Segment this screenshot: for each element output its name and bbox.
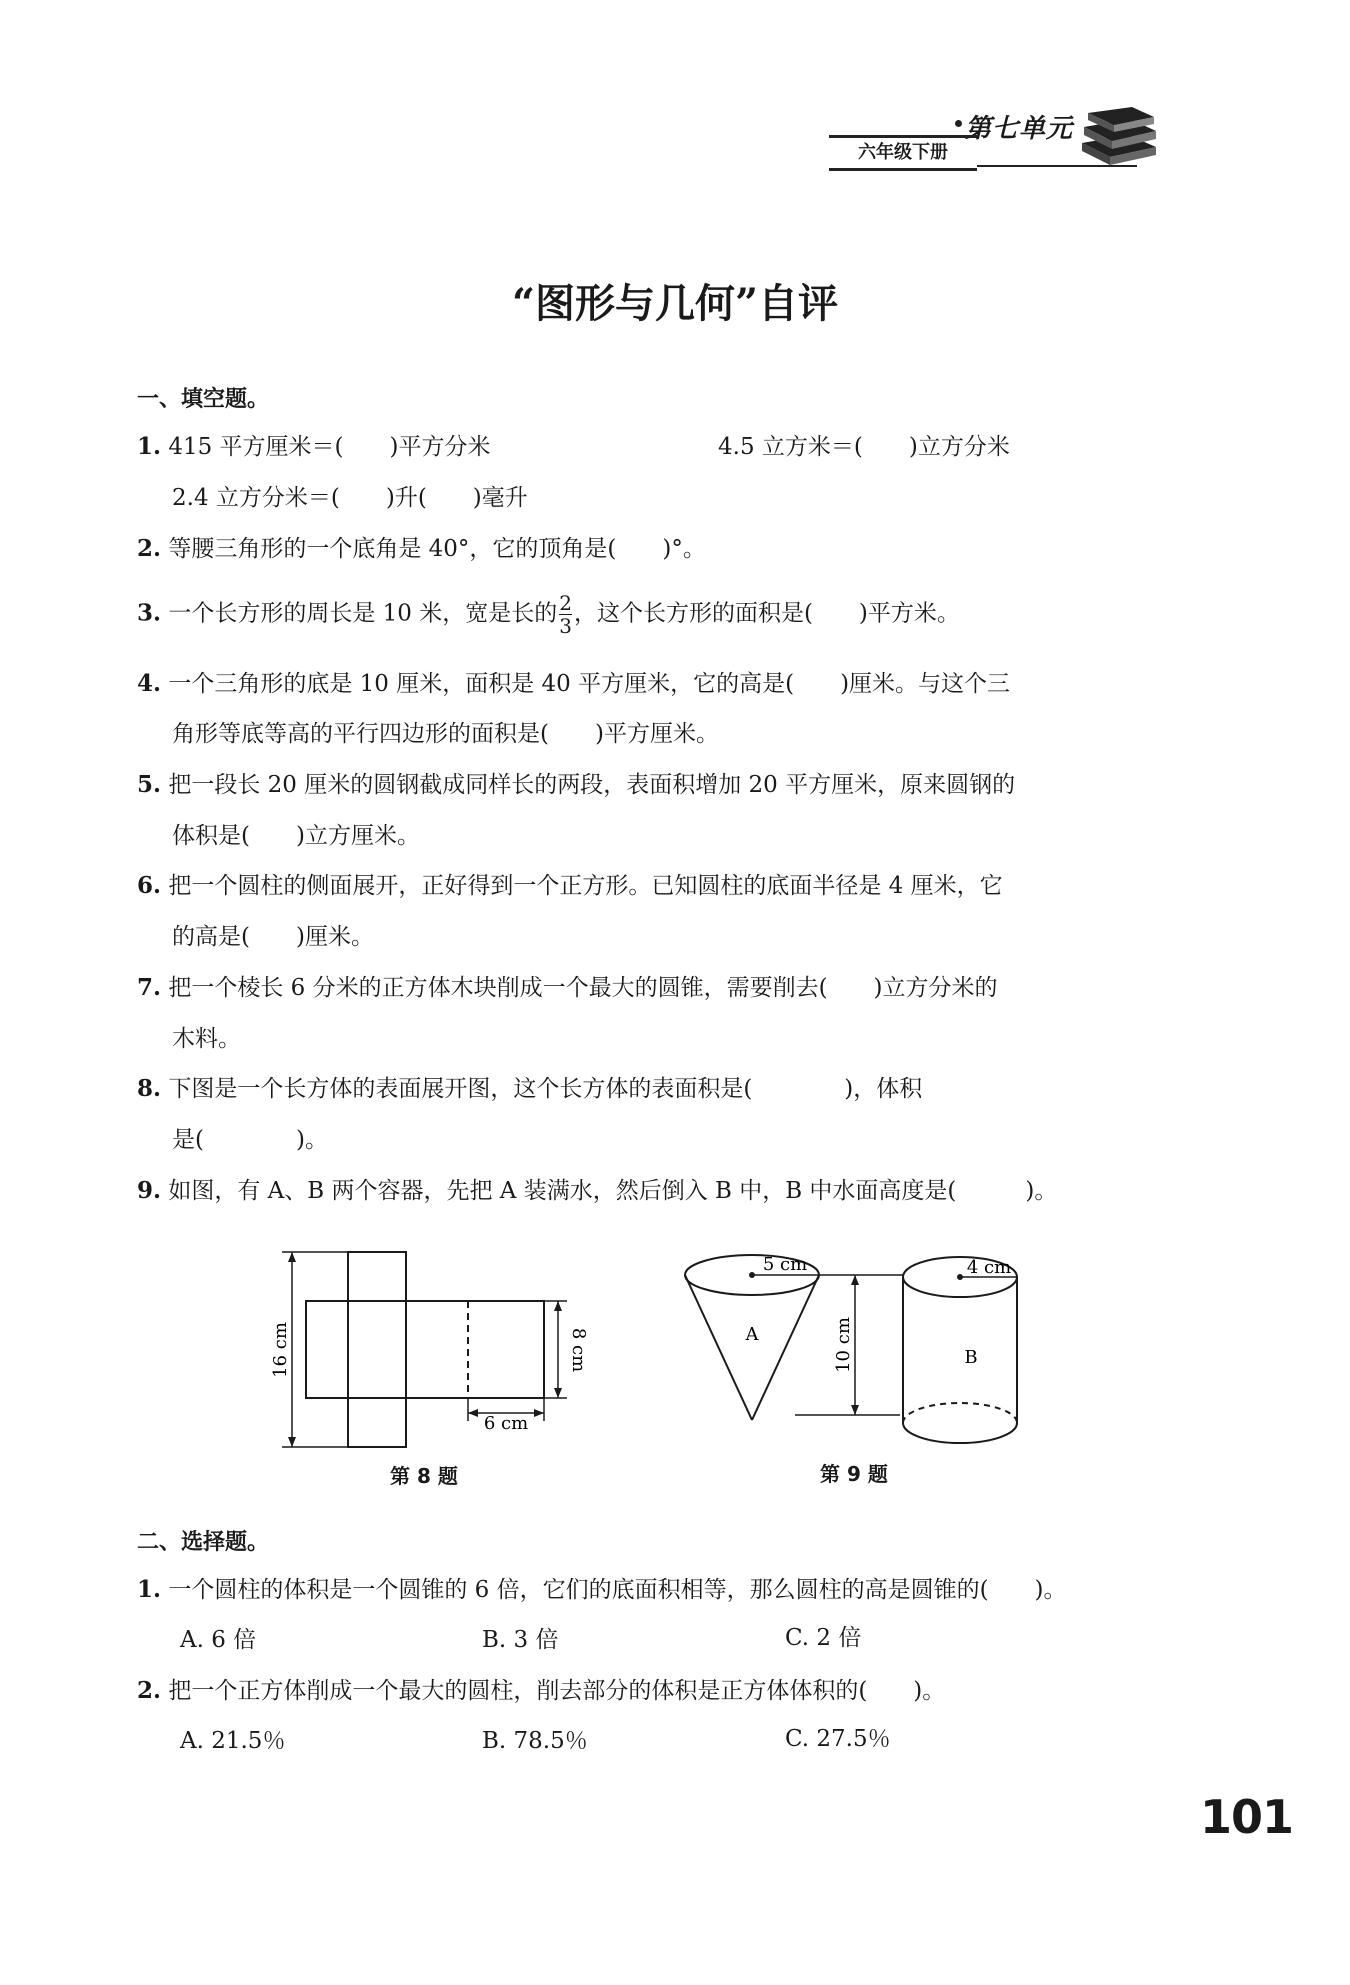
fig9-label-5cm: 5 cm xyxy=(762,1254,808,1275)
q6-number: 6. xyxy=(137,872,162,899)
choice-q2 xyxy=(137,1672,945,1705)
q5-number: 5. xyxy=(137,771,162,798)
choice-q1-option-b: B. 3 倍 xyxy=(482,1627,559,1653)
q1-number: 1. xyxy=(137,433,162,460)
unit-label: 第七单元 xyxy=(965,114,1074,144)
q1-part-a: 415 平方厘米＝( )平方分米 xyxy=(168,434,491,460)
q5-text-1: 把一段长 20 厘米的圆钢截成同样长的两段，表面积增加 20 平方厘米，原来圆钢的 xyxy=(168,772,1016,798)
page-number: 101 xyxy=(1200,1790,1294,1844)
q2 xyxy=(137,530,706,563)
choice-q1-text: 一个圆柱的体积是一个圆锥的 6 倍，它们的底面积相等，那么圆柱的高是圆锥的( )。 xyxy=(168,1577,1067,1603)
choice-q2-text: 把一个正方体削成一个最大的圆柱，削去部分的体积是正方体体积的( )。 xyxy=(168,1678,946,1704)
fig8-label-16cm: 16 cm xyxy=(270,1322,291,1378)
grade-label: 六年级下册 xyxy=(829,135,977,171)
q6-text-1: 把一个圆柱的侧面展开，正好得到一个正方形。已知圆柱的底面半径是 4 厘米，它 xyxy=(168,873,1003,899)
figure-9-caption: 第 9 题 xyxy=(820,1462,888,1486)
q7-line-1 xyxy=(137,969,998,1002)
q4-line-1 xyxy=(137,665,1010,698)
header-dot xyxy=(955,120,962,127)
section-heading-choice: 二、选择题。 xyxy=(137,1530,270,1555)
page-title: “图形与几何”自评 xyxy=(511,280,838,327)
q7-text-2: 木料。 xyxy=(172,1026,241,1052)
q2-text: 等腰三角形的一个底角是 40°，它的顶角是( )°。 xyxy=(168,536,706,562)
q5-line-1 xyxy=(137,766,1015,799)
choice-q2-option-c: C. 27.5％ xyxy=(785,1726,891,1752)
q9 xyxy=(137,1172,1057,1205)
q3-text-post: ，这个长方形的面积是( )平方米。 xyxy=(573,600,960,627)
choice-q2-number: 2. xyxy=(137,1677,162,1704)
q2-number: 2. xyxy=(137,535,162,562)
fig8-label-6cm: 6 cm xyxy=(483,1413,529,1434)
section-heading-fill-blank: 一、填空题。 xyxy=(137,387,270,412)
choice-q1-option-c: C. 2 倍 xyxy=(785,1625,862,1651)
q1-line-1 xyxy=(137,428,491,461)
q3-text-pre: 一个长方形的周长是 10 米，宽是长的 xyxy=(168,600,558,627)
fig9-label-b: B xyxy=(964,1347,978,1368)
fig9-label-a: A xyxy=(745,1324,759,1345)
q6-line-1 xyxy=(137,867,1003,900)
q3-number: 3. xyxy=(137,599,162,627)
books-icon xyxy=(1078,105,1160,167)
figure-9-containers xyxy=(675,1245,1045,1455)
q3 xyxy=(137,592,960,637)
q8-number: 8. xyxy=(137,1075,162,1102)
q3-fraction xyxy=(559,592,572,637)
q1-part-c: 2.4 立方分米＝( )升( )毫升 xyxy=(172,485,528,511)
fig8-label-8cm: 8 cm xyxy=(568,1327,589,1373)
q8-line-1 xyxy=(137,1070,922,1103)
figure-8-caption: 第 8 题 xyxy=(390,1464,458,1488)
choice-q1-number: 1. xyxy=(137,1576,162,1603)
q5-text-2: 体积是( )立方厘米。 xyxy=(172,823,420,849)
q9-text: 如图，有 A、B 两个容器，先把 A 装满水，然后倒入 B 中，B 中水面高度是( )。 xyxy=(168,1178,1058,1204)
q4-text-2: 角形等底等高的平行四边形的面积是( )平方厘米。 xyxy=(172,721,719,747)
fig9-label-4cm: 4 cm xyxy=(966,1257,1012,1278)
choice-q2-option-a: A. 21.5％ xyxy=(180,1728,286,1754)
q4-number: 4. xyxy=(137,670,162,697)
q9-number: 9. xyxy=(137,1177,162,1204)
q3-fraction-num: 2 xyxy=(559,591,572,615)
q8-text-1: 下图是一个长方体的表面展开图，这个长方体的表面积是( )，体积 xyxy=(168,1076,923,1102)
choice-q1-option-a: A. 6 倍 xyxy=(180,1627,257,1653)
fig9-label-10cm: 10 cm xyxy=(833,1317,854,1373)
q7-number: 7. xyxy=(137,974,162,1001)
q3-fraction-den: 3 xyxy=(559,614,572,638)
q7-text-1: 把一个棱长 6 分米的正方体木块削成一个最大的圆锥，需要削去( )立方分米的 xyxy=(168,975,998,1001)
q1-part-b: 4.5 立方米＝( )立方分米 xyxy=(718,434,1010,460)
q8-text-2: 是( )。 xyxy=(172,1127,328,1153)
figure-8-box-net xyxy=(265,1245,595,1455)
choice-q2-option-b: B. 78.5％ xyxy=(482,1728,588,1754)
q6-text-2: 的高是( )厘米。 xyxy=(172,924,374,950)
choice-q1 xyxy=(137,1571,1067,1604)
q4-text-1: 一个三角形的底是 10 厘米，面积是 40 平方厘米，它的高是( )厘米。与这个三 xyxy=(168,671,1011,697)
